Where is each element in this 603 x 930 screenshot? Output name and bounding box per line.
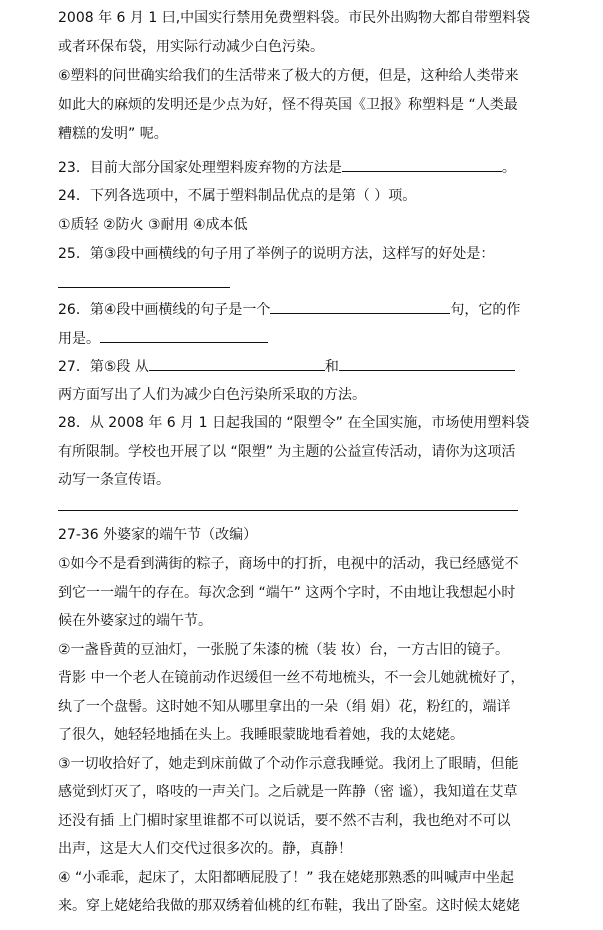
question-23-end: 。 bbox=[501, 160, 516, 176]
question-26 bbox=[58, 300, 520, 319]
question-27-line2: 两方面写出了人们为减少白色污染所采取的方法。 bbox=[58, 387, 366, 403]
passage-line: 出声，这是大人们交代过很多次的。静，真静！ bbox=[58, 841, 352, 857]
question-23 bbox=[58, 158, 516, 177]
passage-line: 还没有插 上门楣时家里谁都不可以说话，要不然不吉利，我也绝对不可以 bbox=[58, 813, 511, 829]
question-24-options: ①质轻 ②防火 ③耐用 ④成本低 bbox=[58, 217, 248, 233]
question-27-mid: 和 bbox=[324, 359, 339, 375]
question-28: 动写一条宣传语。 bbox=[58, 472, 170, 488]
passage-line: 背影 中一个老人在镜前动作迟缓但一丝不苟地梳头，不一会儿她就梳好了， bbox=[58, 670, 525, 686]
passage-line: 纨了一个盘髻。这时她不知从哪里拿出的一朵（绢 娟）花，粉红的，端详 bbox=[58, 699, 511, 715]
question-25: 25．第③段中画横线的句子用了举例子的说明方法，这样写的好处是： bbox=[58, 246, 495, 262]
passage-line: 候在外婆家过的端午节。 bbox=[58, 613, 212, 629]
question-26-text: 26．第④段中画横线的句子是一个 bbox=[58, 302, 271, 318]
answer-line-28[interactable] bbox=[58, 510, 518, 511]
passage-line: 感觉到灯灭了，咯吱的一声关门。之后就是一阵静（密 谧），我知道在艾草 bbox=[58, 784, 518, 800]
question-27-pre: 27．第⑤段 从 bbox=[58, 359, 149, 375]
passage-line: ④ “小乖乖，起床了，太阳都晒屁股了！” 我在姥姥那熟悉的叫喊声中坐起 bbox=[58, 870, 514, 886]
text-line: ⑥塑料的问世确实给我们的生活带来了极大的方便，但是，这种给人类带来 bbox=[58, 68, 519, 84]
question-26-line2 bbox=[58, 329, 268, 348]
answer-blank-26b[interactable] bbox=[100, 329, 268, 343]
passage-line: 到它一一端午的存在。每次念到 “端午” 这两个字时，不由地让我想起小时 bbox=[58, 585, 516, 601]
answer-blank-27a[interactable] bbox=[149, 357, 325, 371]
question-23-text: 23．目前大部分国家处理塑料废弃物的方法是 bbox=[58, 160, 342, 176]
answer-blank-23[interactable] bbox=[342, 158, 502, 172]
answer-blank-27b[interactable] bbox=[339, 357, 515, 371]
question-24: 24．下列各选项中，不属于塑料制品优点的是第（ ）项。 bbox=[58, 188, 417, 204]
question-28: 28．从 2008 年 6 月 1 日起我国的 “限塑令” 在全国实施，市场使用塑料袋 bbox=[58, 415, 530, 431]
text-line: 或者环保布袋，用实际行动减少白色污染。 bbox=[58, 39, 324, 55]
answer-line-25[interactable] bbox=[58, 287, 230, 288]
question-28: 有所限制。学校也开展了以 “限塑” 为主题的公益宣传活动，请你为这项活 bbox=[58, 444, 516, 460]
passage-line: ③一切收拾好了，她走到床前做了个动作示意我睡觉。我闭上了眼睛，但能 bbox=[58, 756, 519, 772]
question-27 bbox=[58, 357, 515, 376]
text-line: 2008 年 6 月 1 曰,中国实行禁用免费塑料袋。市民外出购物大都自带塑料袋 bbox=[58, 10, 531, 26]
answer-blank-26[interactable] bbox=[270, 300, 450, 314]
passage-line: 来。穿上姥姥给我做的那双绣着仙桃的红布鞋，我出了卧室。这时候太姥姥 bbox=[58, 898, 520, 914]
question-26-mid: 句，它的作 bbox=[450, 302, 521, 318]
passage-line: ②一盏昏黄的豆油灯，一张脱了朱漆的梳（装 妆）台，一方古旧的镜子。 bbox=[58, 642, 509, 658]
passage-line: 了很久，她轻轻地插在头上。我睡眼蒙眬地看着她，我的太姥姥。 bbox=[58, 727, 464, 743]
passage-line: ①如今不是看到满街的粽子，商场中的打折，电视中的活动，我已经感觉不 bbox=[58, 556, 519, 572]
text-line: 糟糕的发明” 呢。 bbox=[58, 126, 168, 142]
question-26-line2-text: 用是。 bbox=[58, 331, 100, 347]
text-line: 如此大的麻烦的发明还是少点为好，怪不得英国《卫报》称塑料是 “人类最 bbox=[58, 97, 518, 113]
passage-title: 27-36 外婆家的端午节（改编） bbox=[58, 527, 258, 543]
